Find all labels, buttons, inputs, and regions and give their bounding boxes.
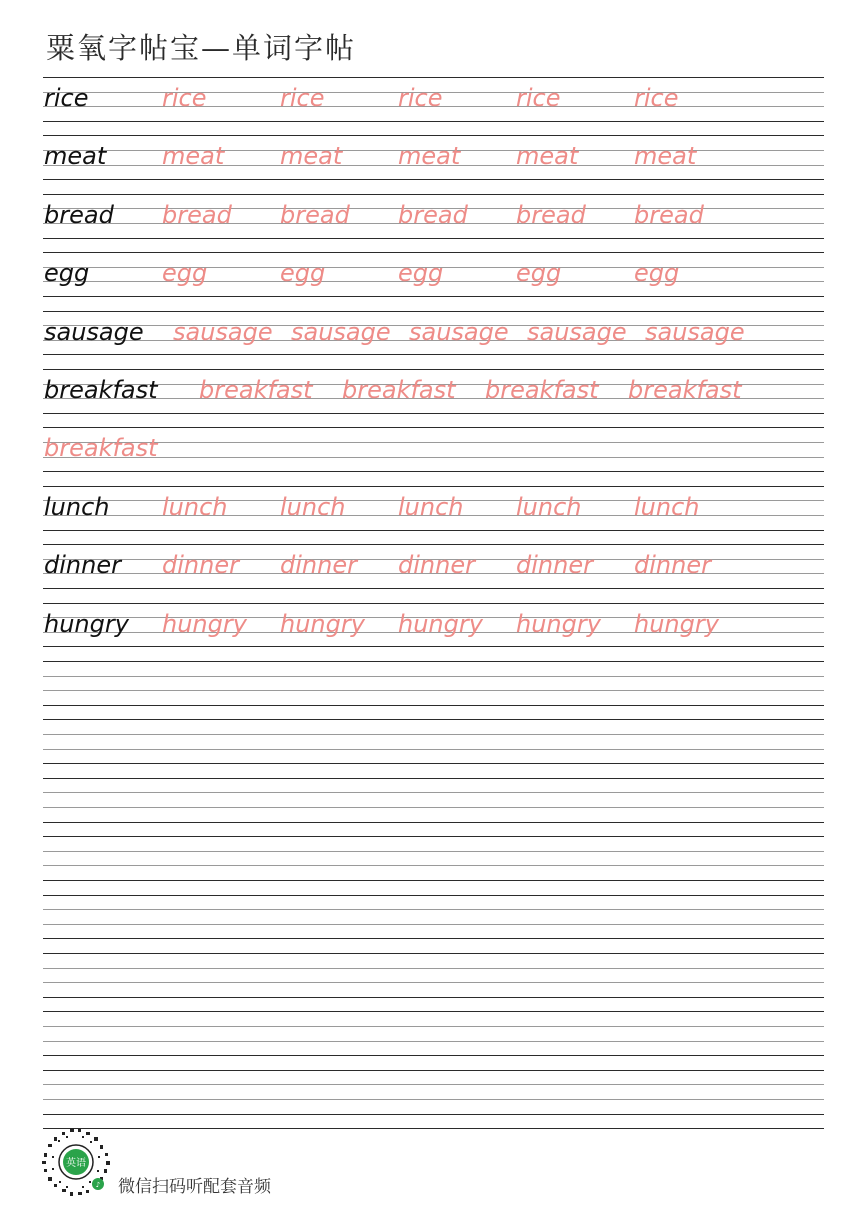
trace-word: bread — [634, 200, 704, 229]
ruling-line — [43, 895, 824, 896]
trace-word: rice — [162, 84, 207, 112]
ruling-line — [43, 1084, 824, 1085]
trace-word: dinner — [398, 551, 475, 580]
trace-word: rice — [398, 84, 443, 112]
ruling-line — [43, 792, 824, 793]
model-word: sausage — [44, 317, 144, 346]
ruling-line — [43, 530, 824, 531]
ruling-line — [43, 924, 824, 925]
page-title: 粟氧字帖宝—单词字帖 — [46, 31, 357, 65]
trace-word: hungry — [398, 609, 483, 638]
trace-word: egg — [280, 259, 326, 288]
trace-word: lunch — [398, 492, 464, 521]
trace-word: breakfast — [199, 376, 313, 404]
ruling-line — [43, 1041, 824, 1042]
ruling-line — [43, 778, 824, 779]
trace-word: hungry — [162, 609, 247, 638]
trace-word: rice — [280, 84, 325, 112]
ruling-line — [43, 865, 824, 866]
trace-word: sausage — [645, 317, 745, 346]
trace-word: hungry — [280, 609, 365, 638]
ruling-line — [43, 121, 824, 122]
ruling-line — [43, 544, 824, 545]
ruling-line — [43, 588, 824, 589]
trace-word: meat — [516, 142, 579, 171]
trace-word: bread — [516, 200, 586, 229]
ruling-line — [43, 719, 824, 720]
model-word: breakfast — [44, 376, 158, 404]
qr-caption: 微信扫码听配套音频 — [118, 1177, 271, 1197]
trace-word: meat — [634, 142, 697, 171]
trace-word: lunch — [162, 492, 228, 521]
ruling-line — [43, 690, 824, 691]
model-word: lunch — [44, 492, 110, 521]
trace-word: egg — [398, 259, 444, 288]
trace-word: egg — [516, 259, 562, 288]
trace-word: breakfast — [485, 376, 599, 404]
ruling-line — [43, 938, 824, 939]
trace-word: lunch — [280, 492, 346, 521]
trace-word: bread — [162, 200, 232, 229]
trace-word: breakfast — [44, 434, 158, 463]
trace-word: sausage — [173, 317, 273, 346]
ruling-line — [43, 354, 824, 355]
trace-word: meat — [398, 142, 461, 171]
trace-word: hungry — [516, 609, 601, 638]
ruling-line — [43, 997, 824, 998]
ruling-line — [43, 486, 824, 487]
trace-word: hungry — [634, 609, 719, 638]
ruling-line — [43, 413, 824, 414]
trace-word: sausage — [291, 317, 391, 346]
ruling-line — [43, 1114, 824, 1115]
ruling-line — [43, 77, 824, 78]
model-word: dinner — [44, 551, 121, 580]
svg-text:♪: ♪ — [95, 1181, 101, 1189]
ruling-line — [43, 252, 824, 253]
trace-word: rice — [634, 84, 679, 112]
trace-word: rice — [516, 84, 561, 112]
trace-word: breakfast — [342, 376, 456, 404]
ruling-line — [43, 676, 824, 677]
trace-word: dinner — [162, 551, 239, 580]
trace-word: egg — [634, 259, 680, 288]
ruling-line — [43, 442, 824, 443]
ruling-line — [43, 807, 824, 808]
ruling-line — [43, 603, 824, 604]
ruling-line — [43, 661, 824, 662]
trace-word: breakfast — [628, 376, 742, 404]
handwriting-practice-sheet — [43, 77, 824, 1117]
ruling-line — [43, 296, 824, 297]
trace-word: dinner — [516, 551, 593, 580]
model-word: hungry — [44, 609, 129, 638]
ruling-line — [43, 646, 824, 647]
ruling-line — [43, 880, 824, 881]
model-word: egg — [44, 259, 90, 288]
ruling-line — [43, 1055, 824, 1056]
ruling-line — [43, 457, 824, 458]
footer — [40, 1126, 340, 1201]
ruling-line — [43, 851, 824, 852]
ruling-line — [43, 427, 824, 428]
model-word: bread — [44, 200, 114, 229]
model-word: meat — [44, 142, 107, 171]
wechat-qr-code-icon[interactable] — [40, 1126, 112, 1198]
trace-word: egg — [162, 259, 208, 288]
ruling-line — [43, 953, 824, 954]
ruling-line — [43, 1070, 824, 1071]
ruling-line — [43, 471, 824, 472]
trace-word: bread — [398, 200, 468, 229]
ruling-line — [43, 968, 824, 969]
ruling-line — [43, 238, 824, 239]
trace-word: bread — [280, 200, 350, 229]
trace-word: dinner — [280, 551, 357, 580]
trace-word: sausage — [527, 317, 627, 346]
ruling-line — [43, 734, 824, 735]
ruling-line — [43, 135, 824, 136]
trace-word: meat — [162, 142, 225, 171]
ruling-line — [43, 369, 824, 370]
ruling-line — [43, 1026, 824, 1027]
ruling-line — [43, 1099, 824, 1100]
trace-word: lunch — [516, 492, 582, 521]
ruling-line — [43, 982, 824, 983]
ruling-line — [43, 194, 824, 195]
ruling-line — [43, 909, 824, 910]
ruling-line — [43, 763, 824, 764]
ruling-line — [43, 822, 824, 823]
trace-word: meat — [280, 142, 343, 171]
ruling-line — [43, 836, 824, 837]
trace-word: dinner — [634, 551, 711, 580]
ruling-line — [43, 1011, 824, 1012]
trace-word: sausage — [409, 317, 509, 346]
qr-badge-label: 英语 — [66, 1158, 86, 1169]
ruling-line — [43, 705, 824, 706]
model-word: rice — [44, 84, 89, 112]
ruling-line — [43, 311, 824, 312]
ruling-line — [43, 179, 824, 180]
trace-word: lunch — [634, 492, 700, 521]
ruling-line — [43, 749, 824, 750]
